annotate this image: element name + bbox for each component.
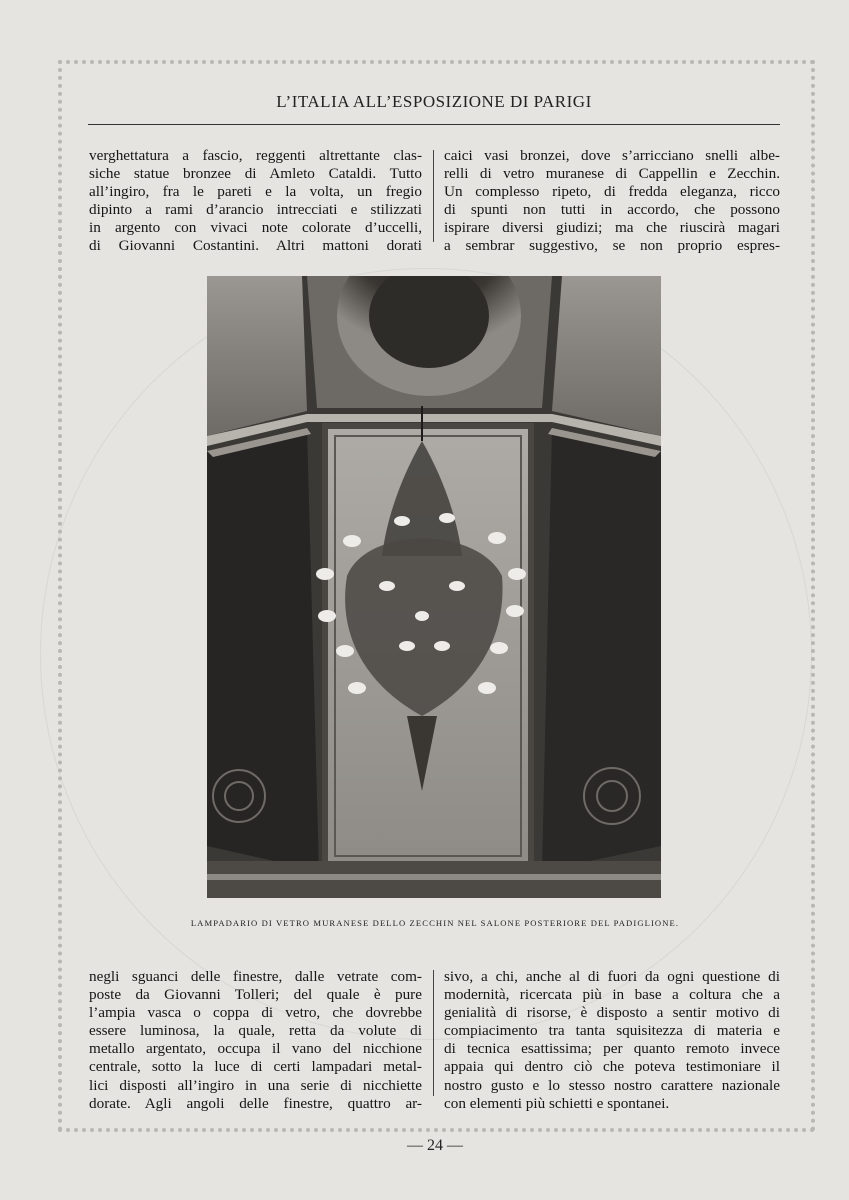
text-line: ispirare diversi giudizi; ma che riuscirà magari: [444, 219, 780, 237]
text-line: dorate. Agli angoli delle finestre, quattro ar-: [89, 1094, 422, 1112]
text-line: in argento con vivaci note colorate d’uccelli,: [89, 219, 422, 237]
text-line: centrale, sotto la luce di certi lampadari metal-: [89, 1058, 422, 1076]
text-line: di tecnica esattissima; per quanto remoto invece: [444, 1040, 780, 1058]
text-line: lici disposti all’ingiro in una serie di nicchiette: [89, 1076, 422, 1094]
text-line: genialità di risorse, è disposto a sentir motivo di: [444, 1004, 780, 1022]
figure-caption: LAMPADARIO DI VETRO MURANESE DELLO ZECCHIN NEL SALONE POSTERIORE DEL PADIGLIONE.: [190, 918, 680, 928]
top-left-column: [89, 147, 422, 256]
running-title: L’ITALIA ALL’ESPOSIZIONE DI PARIGI: [276, 92, 592, 111]
header-rule: [88, 124, 780, 125]
text-line: l’ampia vasca o coppa di vetro, che dovrebbe: [89, 1004, 422, 1022]
bottom-left-column: [89, 968, 422, 1113]
text-line: dipinto a rami d’arancio intrecciati e stilizzati: [89, 201, 422, 219]
page-number: — 24 —: [407, 1137, 463, 1154]
text-line: con elementi più schietti e spontanei.: [444, 1094, 670, 1112]
text-line: Un complesso ripeto, di fredda eleganza, ricco: [444, 183, 780, 201]
text-line: siche statue bronzee di Amleto Cataldi. Tutto: [89, 165, 422, 183]
text-line: poste da Giovanni Tolleri; del quale è pure: [89, 986, 422, 1004]
text-line: nostro gusto e lo stesso nostro carattere nazionale: [444, 1076, 780, 1094]
text-line: di spunti non tutti in accordo, che possono: [444, 201, 780, 219]
text-line: compiacimento tra tanta squisitezza di materia e: [444, 1022, 780, 1040]
chandelier-photograph: [207, 276, 661, 898]
column-divider: [433, 970, 434, 1096]
text-line: verghettatura a fascio, reggenti altrettante clas-: [89, 147, 422, 164]
text-line: negli sguanci delle finestre, dalle vetrate com-: [89, 968, 422, 985]
top-right-column: [444, 147, 780, 256]
column-divider: [433, 150, 434, 242]
text-line: di Giovanni Costantini. Altri mattoni dorati: [89, 237, 422, 255]
text-line: metallo argentato, occupa il vano del nicchione: [89, 1040, 422, 1058]
text-line: appaia qui dentro ciò che poteva testimoniare il: [444, 1058, 780, 1076]
text-line: all’ingiro, fra le pareti e la volta, un fregio: [89, 183, 422, 201]
text-line: relli di vetro muranese di Cappellin e Zecchin.: [444, 165, 780, 183]
text-line: modernità, ricercata più in base a coltura che a: [444, 986, 780, 1004]
text-line: a sembrar suggestivo, se non proprio espres-: [444, 237, 780, 255]
text-line: caici vasi bronzei, dove s’arricciano snelli albe-: [444, 147, 780, 164]
bottom-right-column: [444, 968, 780, 1113]
text-line: sivo, a chi, anche al di fuori da ogni questione di: [444, 968, 780, 985]
text-line: essere luminosa, la quale, retta da volute di: [89, 1022, 422, 1040]
